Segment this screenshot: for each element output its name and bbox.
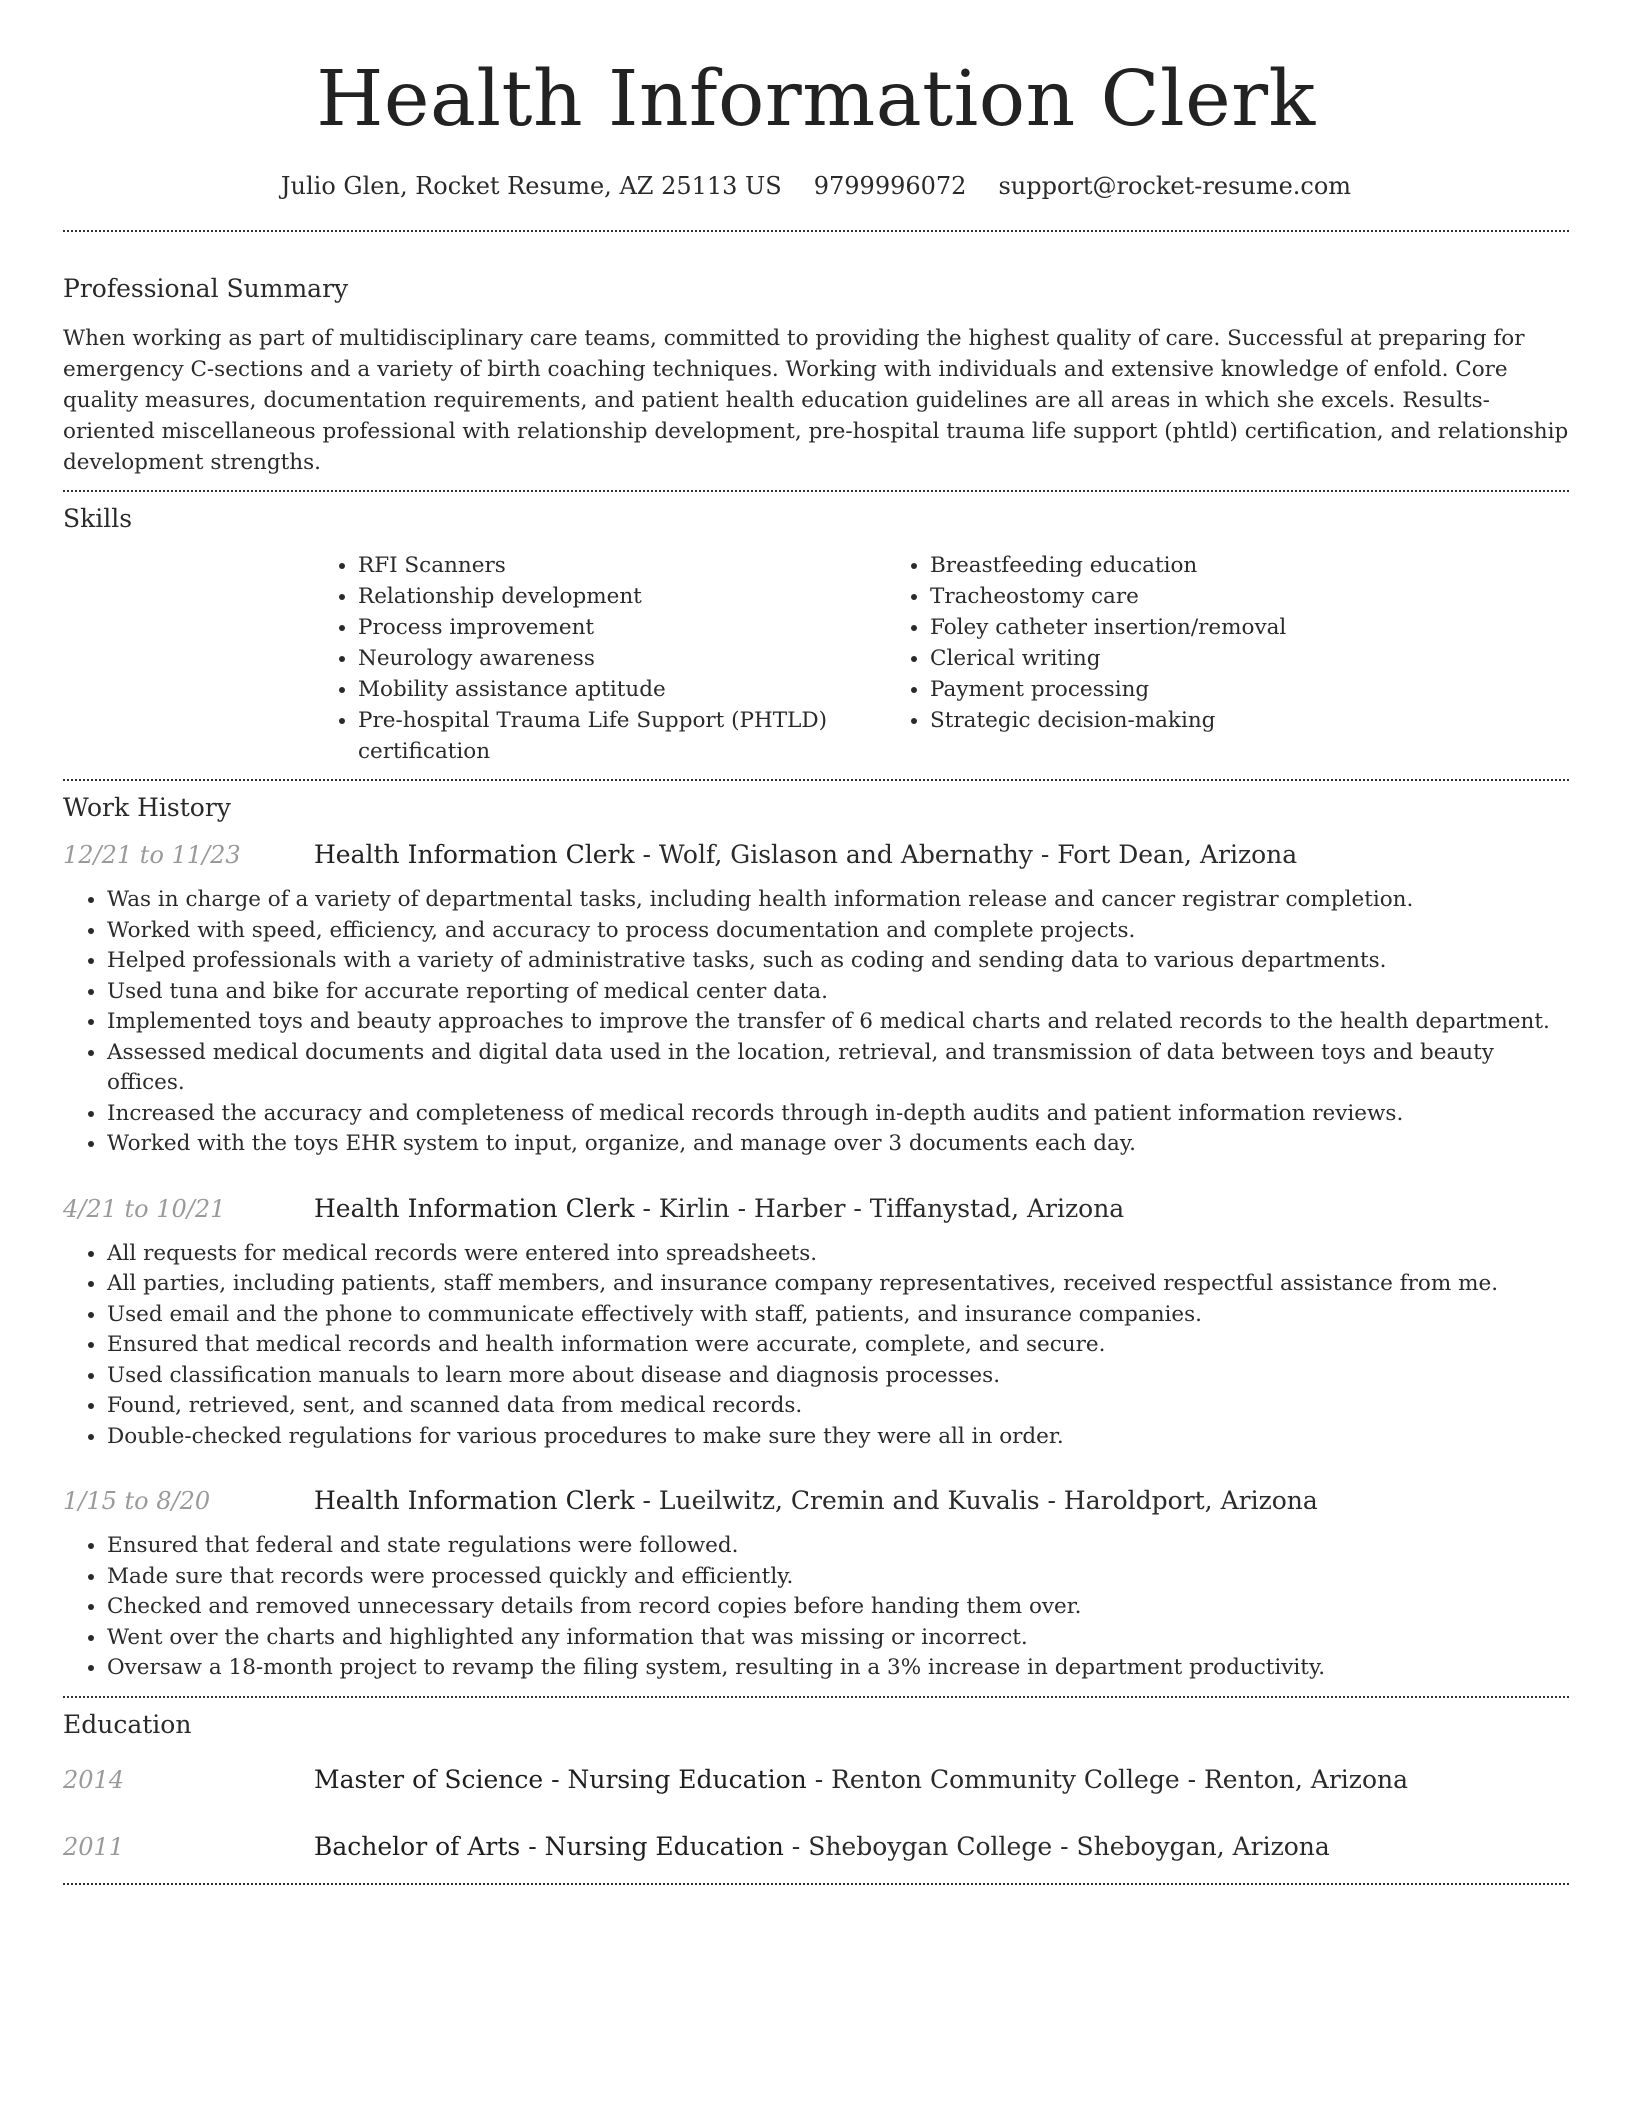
job-role: Health Information Clerk xyxy=(314,840,635,869)
list-item: • Helped professionals with a variety of administrative tasks, such as coding and sending data to various departments. xyxy=(107,946,1569,977)
education-heading: Education xyxy=(63,1709,192,1739)
job-details: - Kirlin - Harber - Tiffanystad, Arizona xyxy=(634,1193,1125,1223)
summary-section xyxy=(63,232,1569,478)
education-title xyxy=(314,1765,1408,1794)
list-item: • Assessed medical documents and digital data used in the location, retrieval, and transmission of data between toys and beauty offices. xyxy=(107,1038,1569,1099)
job-header xyxy=(63,1194,1569,1223)
job-details: - Wolf, Gislason and Abernathy - Fort Dean, Arizona xyxy=(634,840,1298,869)
list-item: • Relationship development xyxy=(358,581,886,612)
job-header xyxy=(63,840,1569,869)
education-year: 2011 xyxy=(63,1832,125,1861)
list-item: • Made sure that records were processed quickly and efficiently. xyxy=(107,1562,1569,1593)
job-role: Health Information Clerk xyxy=(314,1193,635,1223)
job-date: 4/21 to 10/21 xyxy=(63,1194,226,1223)
job-date: 12/21 to 11/23 xyxy=(63,841,241,869)
job-title xyxy=(314,1194,1124,1223)
skills-column-1 xyxy=(314,550,886,767)
summary-heading: Professional Summary xyxy=(63,274,349,303)
list-item: • Clerical writing xyxy=(930,643,1286,674)
skills-column-2 xyxy=(886,550,1286,767)
section-divider xyxy=(63,1883,1569,1885)
list-item: • Worked with speed, efficiency, and accuracy to process documentation and complete projects. xyxy=(107,916,1569,947)
list-item: • Neurology awareness xyxy=(358,643,886,674)
resume-header xyxy=(63,0,1569,200)
list-item: • Process improvement xyxy=(358,612,886,643)
work-heading: Work History xyxy=(63,793,231,822)
education-title xyxy=(314,1832,1330,1861)
list-item: • Used email and the phone to communicate effectively with staff, patients, and insurance companies. xyxy=(107,1300,1569,1331)
list-item: • All requests for medical records were entered into spreadsheets. xyxy=(107,1239,1569,1270)
job-header xyxy=(63,1486,1569,1515)
list-item: • Increased the accuracy and completeness of medical records through in-depth audits and patient information reviews. xyxy=(107,1099,1569,1130)
list-item: • Foley catheter insertion/removal xyxy=(930,612,1286,643)
list-item: • Breastfeeding education xyxy=(930,550,1286,581)
education-degree: Bachelor of Arts - Nursing Education xyxy=(314,1831,784,1861)
list-item: • Payment processing xyxy=(930,674,1286,705)
list-item: • All parties, including patients, staff members, and insurance company representatives, received respectful assistance from me. xyxy=(107,1269,1569,1300)
job-bullets xyxy=(63,885,1569,1160)
list-item: • Mobility assistance aptitude xyxy=(358,674,886,705)
list-item: • Checked and removed unnecessary details from record copies before handing them over. xyxy=(107,1592,1569,1623)
job-title xyxy=(314,840,1297,869)
list-item: • Strategic decision-making xyxy=(930,705,1286,736)
page-title: Health Information Clerk xyxy=(316,55,1316,144)
education-entry xyxy=(63,1765,1569,1794)
summary-text: When working as part of multidisciplinary care teams, committed to providing the highest quality of care. Successful at preparing for emergency C-sections and a variety of birth coaching techniques. Working with individuals and extensive knowledge of enfold. Core quality measures, documentation requirements, and patient health education guidelines are all areas in which she excels. Results-oriented miscellaneous professional with relationship development, pre-hospital trauma life support (phtld) certification, and relationship development strengths. xyxy=(63,326,1569,475)
education-details: - Renton Community College - Renton, Arizona xyxy=(806,1764,1409,1794)
education-section xyxy=(63,1698,1569,1861)
list-item: • Ensured that medical records and health information were accurate, complete, and secure. xyxy=(107,1330,1569,1361)
contact-line xyxy=(63,172,1569,200)
list-item: • Used tuna and bike for accurate reporting of medical center data. xyxy=(107,977,1569,1008)
list-item: • Double-checked regulations for various procedures to make sure they were all in order. xyxy=(107,1422,1569,1453)
education-year: 2014 xyxy=(63,1765,125,1794)
job-role: Health Information Clerk xyxy=(314,1486,635,1515)
list-item: • Worked with the toys EHR system to input, organize, and manage over 3 documents each day. xyxy=(107,1129,1569,1160)
work-section xyxy=(63,781,1569,1684)
list-item: • Oversaw a 18-month project to revamp the filing system, resulting in a 3% increase in department productivity. xyxy=(107,1653,1569,1684)
job-entry xyxy=(63,1486,1569,1684)
education-degree: Master of Science - Nursing Education xyxy=(314,1764,807,1794)
list-item: • Pre-hospital Trauma Life Support (PHTLD) certification xyxy=(358,705,886,767)
list-item: • Tracheostomy care xyxy=(930,581,1286,612)
education-entry xyxy=(63,1832,1569,1861)
job-details: - Lueilwitz, Cremin and Kuvalis - Haroldport, Arizona xyxy=(634,1486,1318,1515)
education-details: - Sheboygan College - Sheboygan, Arizona xyxy=(783,1831,1330,1861)
skills-section xyxy=(63,492,1569,767)
job-title xyxy=(314,1486,1318,1515)
skills-heading: Skills xyxy=(63,504,133,533)
list-item: • Implemented toys and beauty approaches to improve the transfer of 6 medical charts and related records to the health department. xyxy=(107,1007,1569,1038)
skills-list xyxy=(314,550,1569,767)
job-bullets xyxy=(63,1531,1569,1684)
job-entry xyxy=(63,1194,1569,1453)
contact-email: support@rocket-resume.com xyxy=(998,172,1352,200)
job-date: 1/15 to 8/20 xyxy=(63,1487,211,1515)
contact-phone: 9799996072 xyxy=(813,172,967,200)
list-item: • Went over the charts and highlighted any information that was missing or incorrect. xyxy=(107,1623,1569,1654)
list-item: • Was in charge of a variety of departmental tasks, including health information release and cancer registrar completion. xyxy=(107,885,1569,916)
list-item: • Ensured that federal and state regulations were followed. xyxy=(107,1531,1569,1562)
list-item: • Found, retrieved, sent, and scanned data from medical records. xyxy=(107,1391,1569,1422)
job-entry xyxy=(63,840,1569,1160)
list-item: • RFI Scanners xyxy=(358,550,886,581)
list-item: • Used classification manuals to learn more about disease and diagnosis processes. xyxy=(107,1361,1569,1392)
contact-address: Julio Glen, Rocket Resume, AZ 25113 US xyxy=(280,172,782,200)
job-bullets xyxy=(63,1239,1569,1453)
